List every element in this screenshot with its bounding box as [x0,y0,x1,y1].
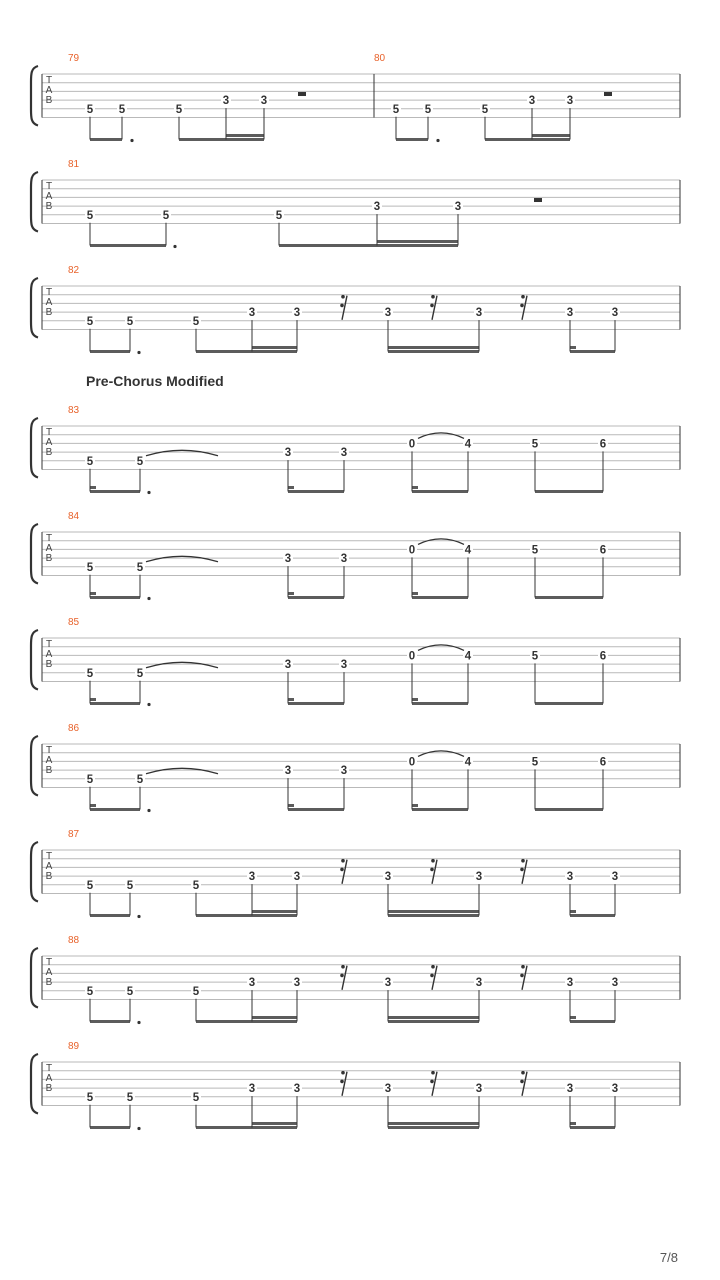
fret-number: 5 [192,1091,200,1104]
rest-flag [340,974,344,978]
sixteenth-rest [430,965,437,990]
beam [388,1020,479,1023]
tab-system [31,829,680,918]
sixteenth-rest [430,295,437,320]
beam [252,910,297,913]
system-bracket [31,524,38,584]
tab-clef-letter: B [45,1083,53,1094]
fret-number: 3 [222,95,230,108]
fret-number: 5 [126,315,134,328]
fret-number: 3 [475,871,483,884]
tab-clef-letter: A [45,755,53,766]
fret-number: 3 [611,871,619,884]
beam [226,134,264,137]
rest-flag [520,868,524,872]
beam [252,1016,297,1019]
system-bracket [31,842,38,902]
beam [412,702,468,705]
beam [288,490,344,493]
section-label: Pre-Chorus Modified [86,373,224,389]
measure-number: 84 [68,511,80,522]
fret-number: 3 [566,1083,574,1096]
beam [196,350,297,353]
tab-clef-letter: A [45,297,53,308]
tab-system [31,723,680,812]
system-bracket [31,418,38,478]
beam [570,350,615,353]
beam [279,244,458,247]
fret-number: 4 [464,756,472,769]
fret-number: 3 [248,307,256,320]
beam [179,138,264,141]
rest-flag [430,868,434,872]
beam [90,244,166,247]
sixteenth-rest [340,1071,347,1096]
fret-number: 5 [86,1091,94,1104]
fret-number: 4 [464,650,472,663]
beam-stub [90,486,96,489]
fret-number: 3 [260,95,268,108]
system-bracket [31,172,38,232]
measure-number: 79 [68,53,80,64]
tab-clef-letter: T [45,639,53,650]
rest-flag [520,304,524,308]
half-rest [534,198,542,202]
fret-number: 3 [454,201,462,214]
beam [570,1126,615,1129]
beam-stub [90,592,96,595]
fret-number: 5 [118,103,126,116]
fret-number: 5 [86,209,94,222]
beam [288,596,344,599]
rest-flag [521,965,525,969]
sixteenth-rest [340,295,347,320]
rest-flag [521,859,525,863]
fret-number: 5 [531,438,539,451]
system-bracket [31,630,38,690]
fret-number: 3 [248,1083,256,1096]
rest-flag [521,295,525,299]
beam [570,1020,615,1023]
augmentation-dot [137,1127,140,1130]
fret-number: 3 [475,1083,483,1096]
fret-number: 5 [86,315,94,328]
rest-stem [342,860,347,884]
fret-number: 3 [248,977,256,990]
fret-number: 5 [86,561,94,574]
rest-flag [340,1080,344,1084]
fret-number: 5 [531,650,539,663]
system-bracket [31,278,38,338]
fret-number: 3 [566,95,574,108]
tab-system [31,511,680,600]
fret-number: 3 [475,977,483,990]
fret-number: 5 [126,985,134,998]
beam [90,702,140,705]
tab-clef-letter: B [45,447,53,458]
beam-stub [90,698,96,701]
measure-number: 80 [374,53,386,64]
beam [388,346,479,349]
beam-stub [570,1016,576,1019]
tab-clef-letter: B [45,871,53,882]
rest-flag [431,859,435,863]
tie [418,645,464,651]
measure-number: 81 [68,159,80,170]
tab-system [31,265,680,354]
sixteenth-rest [340,859,347,884]
beam [288,702,344,705]
tab-clef-letter: B [45,977,53,988]
rest-stem [432,966,437,990]
tab-clef-letter: B [45,201,53,212]
measure-number: 88 [68,935,80,946]
rest-stem [432,1072,437,1096]
fret-number: 6 [599,438,607,451]
beam [252,1122,297,1125]
fret-number: 3 [340,765,348,778]
tab-clef-letter: A [45,649,53,660]
beam-stub [288,486,294,489]
beam [377,240,458,243]
fret-number: 3 [284,553,292,566]
beam [485,138,570,141]
fret-number: 5 [531,544,539,557]
rest-stem [342,296,347,320]
sixteenth-rest [340,965,347,990]
rest-flag [341,1071,345,1075]
fret-number: 5 [136,561,144,574]
rest-stem [522,296,527,320]
rest-flag [521,1071,525,1075]
tab-clef-letter: B [45,765,53,776]
augmentation-dot [147,597,150,600]
tab-system [31,405,680,494]
beam [388,1016,479,1019]
fret-number: 3 [293,1083,301,1096]
augmentation-dot [147,809,150,812]
fret-number: 3 [611,1083,619,1096]
system-bracket [31,736,38,796]
fret-number: 5 [175,103,183,116]
beam [90,490,140,493]
rest-stem [432,860,437,884]
tie [146,450,218,456]
beam [90,596,140,599]
augmentation-dot [137,915,140,918]
beam [535,808,603,811]
tab-clef-letter: B [45,95,53,106]
measure-number: 87 [68,829,80,840]
half-rest [298,92,306,96]
fret-number: 3 [293,307,301,320]
rest-flag [430,974,434,978]
fret-number: 3 [566,977,574,990]
tie [146,662,218,668]
tab-clef-letter: T [45,287,53,298]
fret-number: 5 [275,209,283,222]
augmentation-dot [130,139,133,142]
beam [196,914,297,917]
tab-system [31,53,680,142]
augmentation-dot [137,351,140,354]
tab-clef-letter: T [45,181,53,192]
augmentation-dot [147,703,150,706]
beam [396,138,428,141]
tab-clef-letter: A [45,543,53,554]
augmentation-dot [436,139,439,142]
sixteenth-rest [430,859,437,884]
tab-clef-letter: A [45,861,53,872]
fret-number: 5 [86,985,94,998]
fret-number: 5 [424,103,432,116]
fret-number: 5 [86,667,94,680]
augmentation-dot [173,245,176,248]
fret-number: 5 [86,455,94,468]
fret-number: 3 [340,553,348,566]
rest-stem [522,860,527,884]
augmentation-dot [147,491,150,494]
rest-flag [520,1080,524,1084]
fret-number: 5 [531,756,539,769]
beam [412,490,468,493]
rest-flag [431,965,435,969]
fret-number: 3 [384,871,392,884]
fret-number: 5 [126,879,134,892]
tab-system [31,1041,680,1130]
tie [418,539,464,545]
rest-stem [522,966,527,990]
fret-number: 5 [192,879,200,892]
beam [288,808,344,811]
rest-flag [340,304,344,308]
fret-number: 0 [408,438,416,451]
beam-stub [412,486,418,489]
fret-number: 6 [599,650,607,663]
tab-clef-letter: T [45,1063,53,1074]
rest-stem [522,1072,527,1096]
fret-number: 5 [481,103,489,116]
fret-number: 3 [284,659,292,672]
rest-flag [341,295,345,299]
beam [535,596,603,599]
rest-stem [342,966,347,990]
beam-stub [288,698,294,701]
beam-stub [570,346,576,349]
beam [90,808,140,811]
beam [388,1122,479,1125]
rest-flag [520,974,524,978]
beam-stub [412,698,418,701]
tab-clef-letter: A [45,437,53,448]
system-bracket [31,1054,38,1114]
beam [535,702,603,705]
fret-number: 3 [566,871,574,884]
tab-clef-letter: B [45,553,53,564]
beam [388,910,479,913]
rest-stem [342,1072,347,1096]
fret-number: 3 [566,307,574,320]
tab-clef-letter: T [45,533,53,544]
fret-number: 5 [136,455,144,468]
sixteenth-rest [520,859,527,884]
fret-number: 0 [408,650,416,663]
tab-clef-letter: T [45,957,53,968]
rest-flag [431,295,435,299]
beam [90,1126,130,1129]
fret-number: 6 [599,756,607,769]
tie [146,556,218,562]
beam [196,1126,297,1129]
tie [146,768,218,774]
fret-number: 3 [284,765,292,778]
measure-number: 86 [68,723,80,734]
tab-clef-letter: T [45,427,53,438]
beam-stub [412,804,418,807]
sixteenth-rest [520,1071,527,1096]
fret-number: 3 [611,307,619,320]
fret-number: 3 [384,1083,392,1096]
fret-number: 3 [340,447,348,460]
fret-number: 3 [284,447,292,460]
augmentation-dot [137,1021,140,1024]
rest-flag [340,868,344,872]
fret-number: 6 [599,544,607,557]
tab-clef-letter: A [45,1073,53,1084]
beam-stub [412,592,418,595]
measure-number: 85 [68,617,80,628]
fret-number: 3 [528,95,536,108]
fret-number: 3 [384,307,392,320]
beam [388,350,479,353]
tab-clef-letter: B [45,659,53,670]
beam [90,138,122,141]
fret-number: 5 [162,209,170,222]
page-number: 7/8 [659,1250,678,1265]
fret-number: 3 [293,871,301,884]
beam [535,490,603,493]
tab-system [31,935,680,1024]
rest-stem [432,296,437,320]
tab-clef-letter: A [45,191,53,202]
beam-stub [288,592,294,595]
tie [418,751,464,757]
tab-system [31,159,680,248]
tab-clef-letter: A [45,967,53,978]
measure-number: 82 [68,265,80,276]
tab-clef-letter: A [45,85,53,96]
beam [412,596,468,599]
fret-number: 5 [192,985,200,998]
tab-clef-letter: T [45,851,53,862]
sixteenth-rest [520,965,527,990]
fret-number: 3 [384,977,392,990]
tab-system [31,617,680,706]
fret-number: 3 [248,871,256,884]
fret-number: 5 [192,315,200,328]
beam [388,914,479,917]
tab-clef-letter: B [45,307,53,318]
rest-flag [341,965,345,969]
rest-flag [341,859,345,863]
beam [196,1020,297,1023]
fret-number: 5 [126,1091,134,1104]
system-bracket [31,948,38,1008]
fret-number: 5 [86,103,94,116]
tie [418,433,464,439]
sixteenth-rest [520,295,527,320]
beam [252,346,297,349]
tab-clef-letter: T [45,745,53,756]
fret-number: 5 [392,103,400,116]
beam [532,134,570,137]
fret-number: 0 [408,544,416,557]
fret-number: 5 [86,879,94,892]
fret-number: 3 [293,977,301,990]
fret-number: 5 [136,667,144,680]
beam [570,914,615,917]
rest-flag [430,304,434,308]
beam-stub [90,804,96,807]
half-rest [604,92,612,96]
rest-flag [430,1080,434,1084]
beam [90,1020,130,1023]
beam [388,1126,479,1129]
fret-number: 5 [86,773,94,786]
rest-flag [431,1071,435,1075]
beam-stub [570,910,576,913]
system-bracket [31,66,38,126]
fret-number: 4 [464,438,472,451]
fret-number: 3 [373,201,381,214]
beam [412,808,468,811]
measure-number: 83 [68,405,80,416]
fret-number: 4 [464,544,472,557]
measure-number: 89 [68,1041,80,1052]
sixteenth-rest [430,1071,437,1096]
fret-number: 3 [475,307,483,320]
fret-number: 3 [340,659,348,672]
beam-stub [288,804,294,807]
fret-number: 0 [408,756,416,769]
beam-stub [570,1122,576,1125]
fret-number: 3 [611,977,619,990]
tab-clef-letter: T [45,75,53,86]
beam [90,914,130,917]
beam [90,350,130,353]
fret-number: 5 [136,773,144,786]
